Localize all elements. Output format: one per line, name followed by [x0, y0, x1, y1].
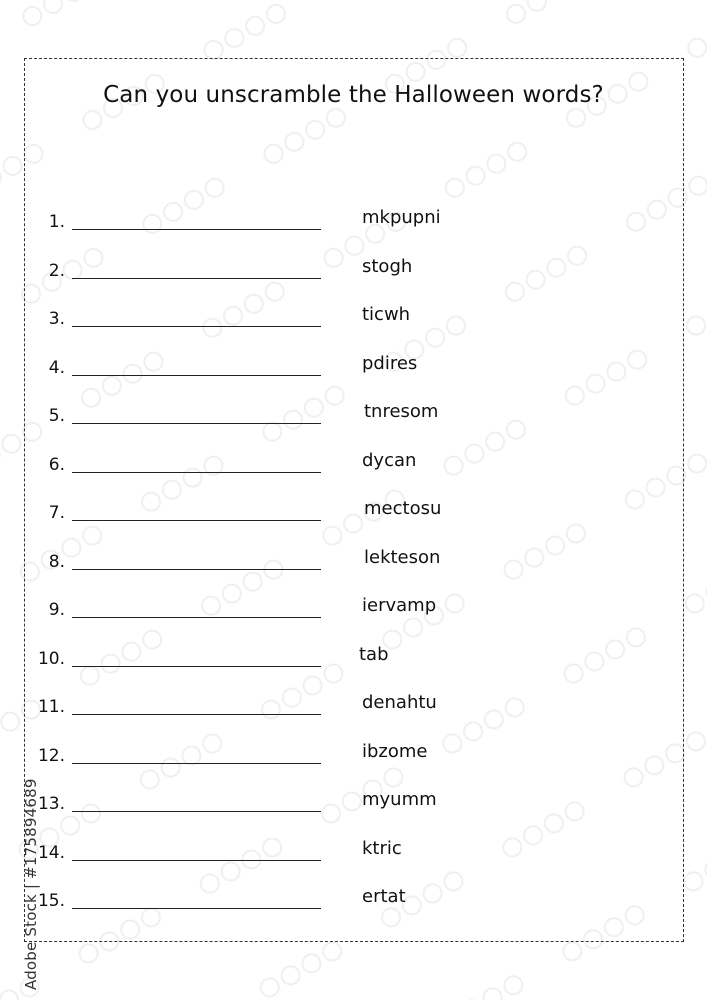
list-item: [0, 881, 707, 911]
answer-line[interactable]: [72, 569, 321, 570]
scrambled-word: mkpupni: [362, 207, 441, 228]
item-number: 4.: [48, 357, 65, 378]
scrambled-word: pdires: [362, 352, 418, 374]
list-item: [0, 493, 707, 523]
item-number: 8.: [48, 551, 65, 572]
list-item: [0, 445, 707, 475]
item-number: 11.: [37, 697, 65, 717]
stock-credit: Adobe Stock | #175894689: [22, 778, 40, 990]
item-number: 5.: [48, 406, 65, 426]
item-number: 12.: [37, 745, 65, 766]
scrambled-word: stogh: [362, 255, 413, 277]
list-item: [0, 202, 707, 232]
answer-line[interactable]: [72, 472, 321, 473]
list-item: [0, 833, 707, 863]
list-item: [0, 590, 707, 620]
scrambled-word: dycan: [362, 449, 417, 471]
item-number: 14.: [37, 842, 65, 863]
answer-line[interactable]: [72, 763, 321, 764]
item-number: 2.: [48, 260, 65, 281]
scrambled-word: ktric: [362, 837, 402, 859]
answer-line[interactable]: [72, 520, 321, 521]
item-number: 13.: [37, 794, 65, 814]
answer-line[interactable]: [72, 908, 321, 909]
item-number: 1.: [48, 212, 65, 232]
answer-line[interactable]: [72, 617, 321, 618]
list-item: [0, 784, 707, 814]
list-item: [0, 348, 707, 378]
item-number: 15.: [37, 891, 65, 911]
scrambled-word: denahtu: [362, 692, 437, 713]
worksheet-title: Can you unscramble the Halloween words?: [103, 82, 604, 108]
answer-line[interactable]: [72, 278, 321, 279]
item-number: 10.: [37, 648, 65, 669]
list-item: [0, 396, 707, 426]
scrambled-word: ertat: [362, 886, 406, 907]
answer-line[interactable]: [72, 714, 321, 715]
list-item: [0, 736, 707, 766]
answer-line[interactable]: [72, 811, 321, 812]
scrambled-word: iervamp: [362, 595, 437, 616]
item-number: 3.: [48, 309, 65, 329]
list-item: [0, 251, 707, 281]
answer-line[interactable]: [72, 229, 321, 230]
item-number: 9.: [48, 600, 65, 620]
item-number: 7.: [48, 503, 65, 523]
item-number: 6.: [48, 454, 65, 475]
list-item: [0, 639, 707, 669]
scrambled-word: ticwh: [362, 304, 411, 325]
list-item: [0, 687, 707, 717]
scrambled-word: ibzome: [362, 740, 428, 762]
answer-line[interactable]: [72, 860, 321, 861]
scrambled-word: myumm: [362, 789, 437, 810]
answer-line[interactable]: [72, 375, 321, 376]
scrambled-word: mectosu: [364, 498, 442, 519]
list-item: [0, 299, 707, 329]
scrambled-word: tab: [359, 643, 389, 665]
answer-line[interactable]: [72, 326, 321, 327]
scrambled-word: lekteson: [364, 546, 441, 568]
answer-line[interactable]: [72, 666, 321, 667]
scrambled-word: tnresom: [364, 401, 439, 422]
list-item: [0, 542, 707, 572]
answer-line[interactable]: [72, 423, 321, 424]
